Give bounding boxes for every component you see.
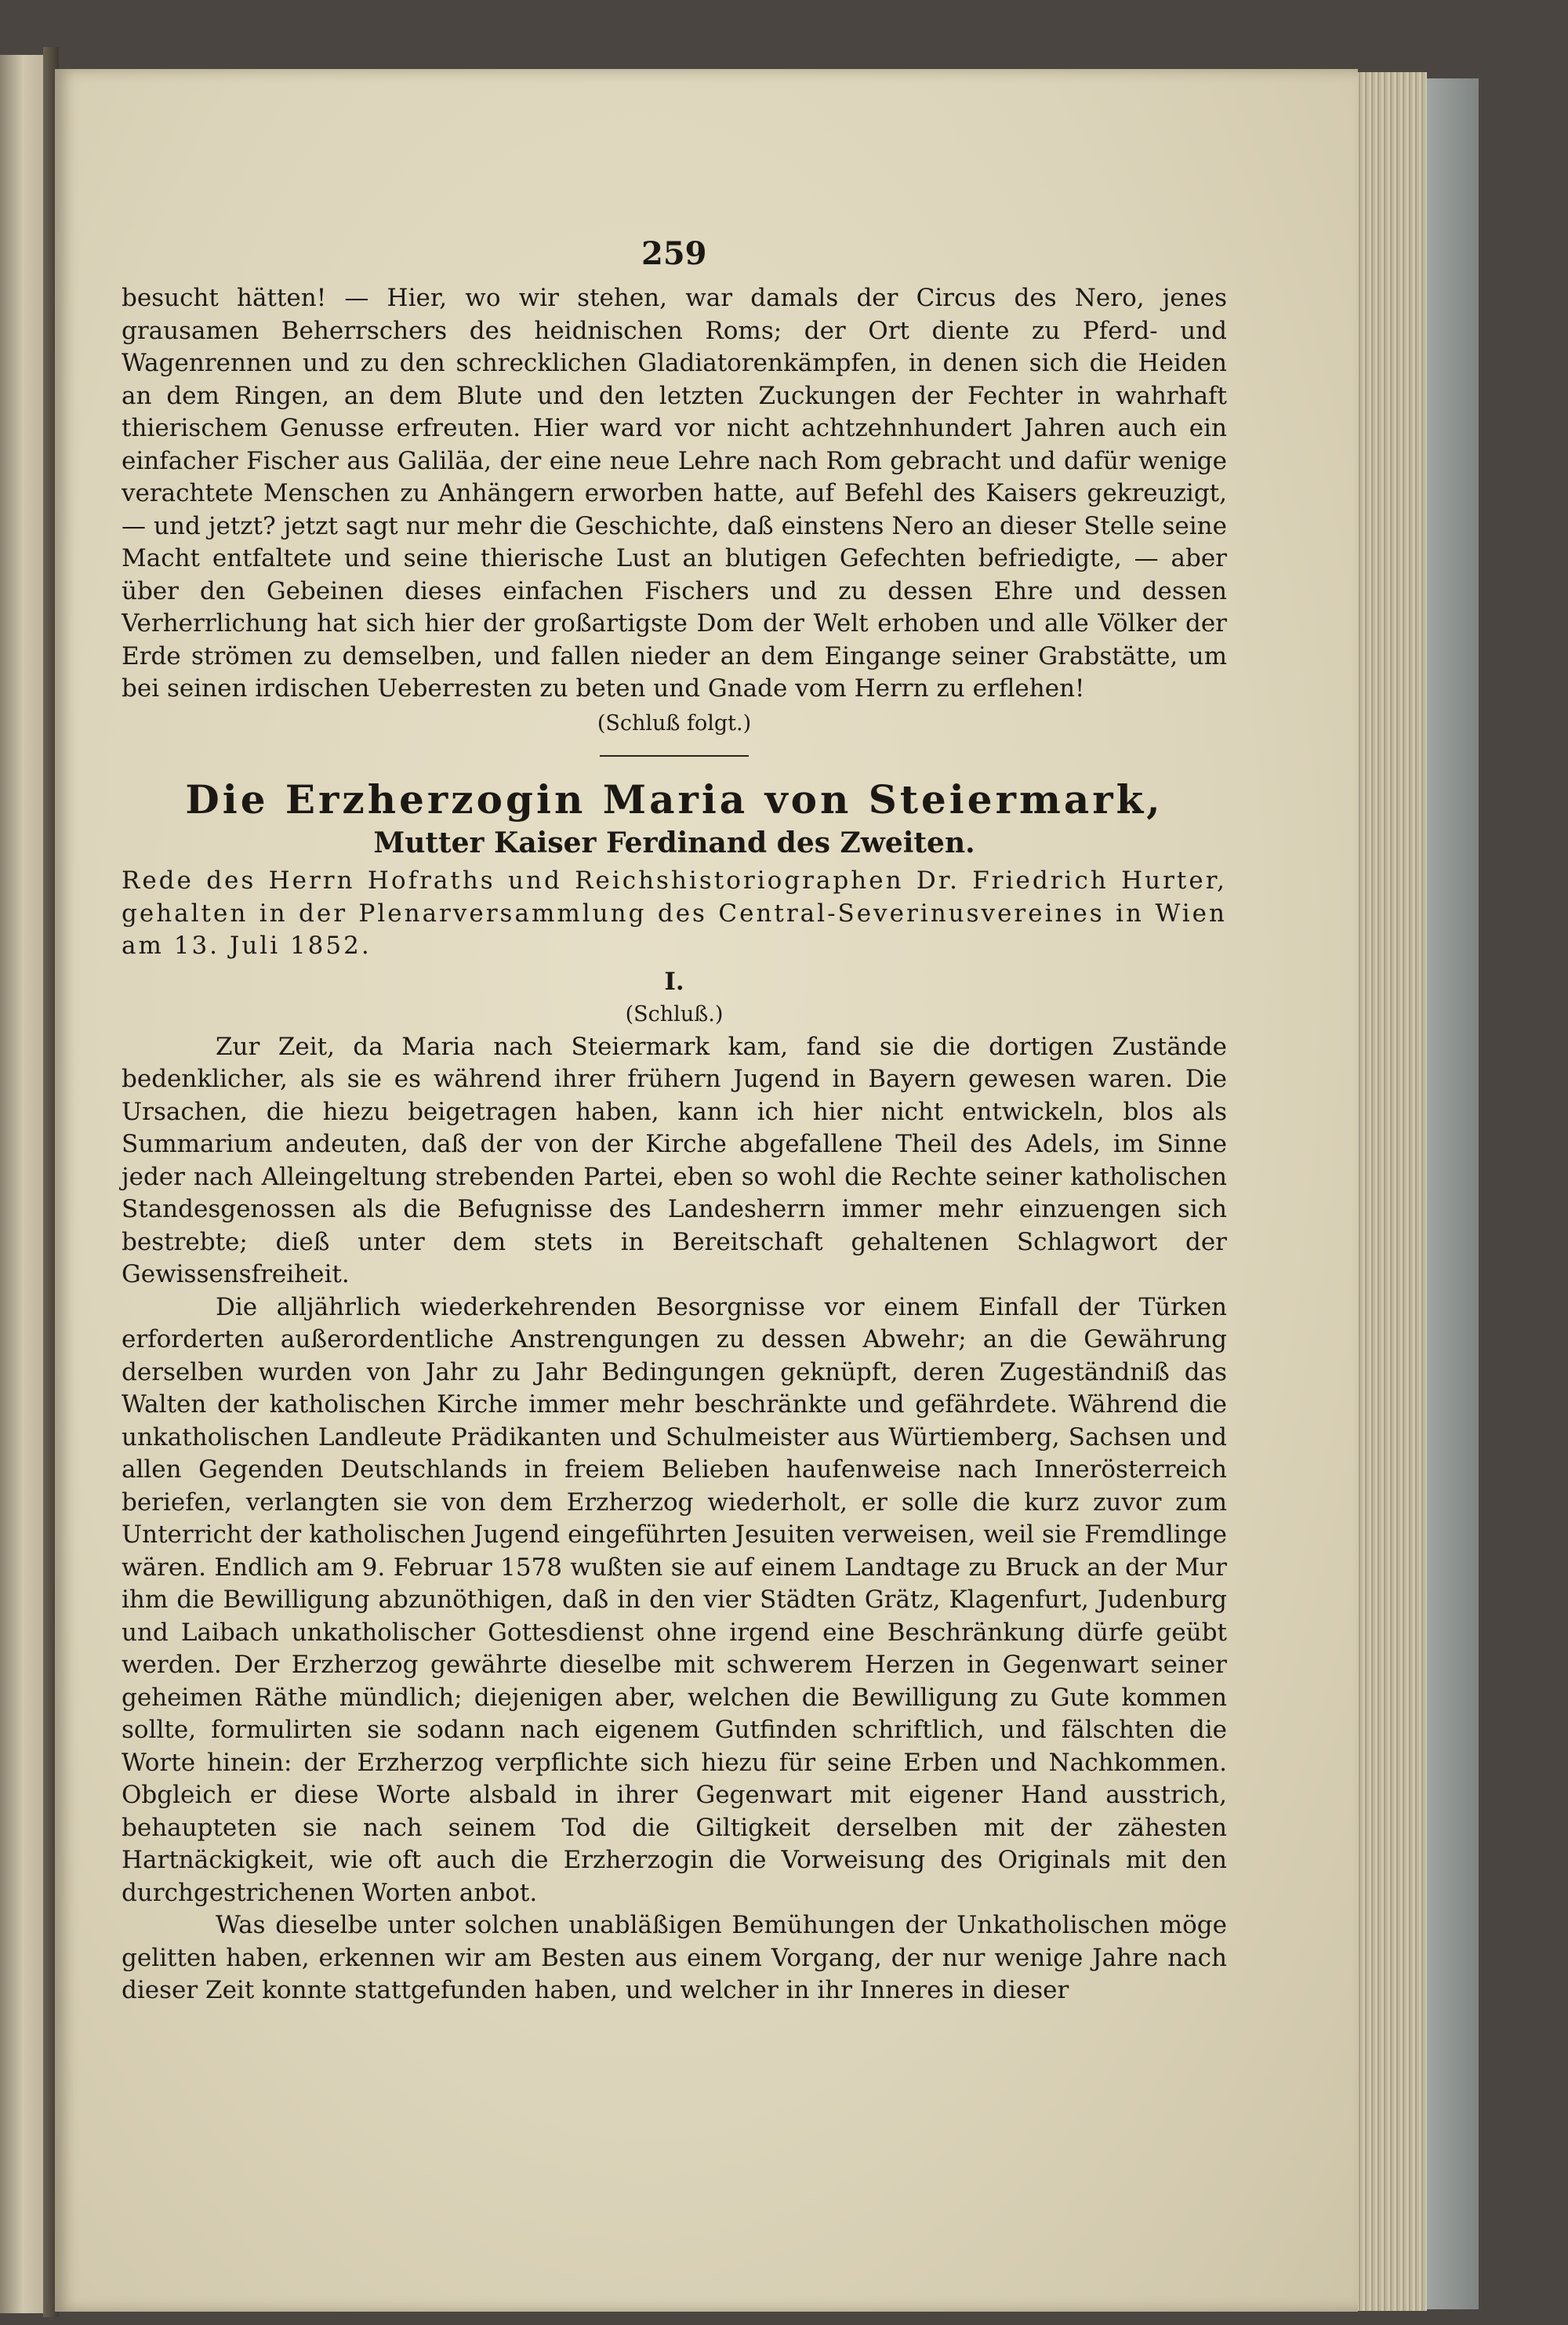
- continuation-note: (Schluß folgt.): [597, 710, 752, 736]
- body-paragraph-1: Zur Zeit, da Maria nach Steiermark kam, fand sie die dortigen Zustände bedenklicher, als sie es während ihrer frühern Jugend in Bayern gewesen waren. Die Ursachen, die hiezu beigetragen haben, kann ich hier nicht entwickeln, blos als Summarium andeuten, daß der von der Kirche abgefallene Theil des Adels, im Sinne jeder nach Alleingeltung strebenden Partei, eben so wohl die Rechte seiner katholischen Standesgenossen als die Befugnisse des Landesherrn immer mehr einzuengen sich bestrebte; dieß unter dem stets in Bereitschaft gehaltenen Schlagwort der Gewissensfreiheit.: [122, 1032, 1227, 1288]
- article-title: Die Erzherzogin Maria von Steiermark,: [185, 776, 1163, 823]
- section-note: (Schluß.): [625, 1002, 724, 1026]
- page-text: [122, 282, 1227, 2007]
- article-subtitle: Mutter Kaiser Ferdinand des Zweiten.: [373, 826, 975, 859]
- speech-attribution: Rede des Herrn Hofraths und Reichshistoriographen Dr. Friedrich Hurter, gehalten in der Plenarversammlung des Central-Severinusvereines in Wien am 13. Juli 1852.: [122, 866, 1227, 960]
- page-stack-edge: [1356, 72, 1427, 2311]
- facing-page-edge: [0, 55, 45, 2313]
- intro-paragraph: besucht hätten! — Hier, wo wir stehen, war damals der Circus des Nero, jenes grausamen Beherrschers des heidnischen Roms; der Ort diente zu Pferd- und Wagenrennen und zu den schrecklichen Gladiatorenkämpfen, in denen sich die Heiden an dem Ringen, an dem Blute und den letzten Zuckungen der Fechter in wahrhaft thierischem Genusse erfreuten. Hier ward vor nicht achtzehnhundert Jahren auch ein einfacher Fischer aus Galiläa, der eine neue Lehre nach Rom gebracht und dafür wenige verachtete Menschen zu Anhängern erworben hatte, auf Befehl des Kaisers gekreuzigt, — und jetzt? jetzt sagt nur mehr die Geschichte, daß einstens Nero an dieser Stelle seine Macht entfaltete und seine thierische Lust an blutigen Gefechten befriedigte, — aber über den Gebeinen dieses einfachen Fischers und zu dessen Ehre und dessen Verherrlichung hat sich hier der großartigste Dom der Welt erhoben und alle Völker der Erde strömen zu demselben, und fallen nieder an dem Eingange seiner Grabstätte, um bei seinen irdischen Ueberresten zu beten und Gnade vom Herrn zu erflehen!: [122, 284, 1227, 703]
- body-paragraph-3: Was dieselbe unter solchen unabläßigen Bemühungen der Unkatholischen möge gelitten haben, erkennen wir am Besten aus einem Vorgang, der nur wenige Jahre nach dieser Zeit konnte stattgefunden haben, und welcher in ihr Inneres in dieser: [122, 1911, 1227, 2004]
- section-number: I.: [664, 967, 684, 996]
- page-number: 259: [641, 235, 707, 272]
- section-divider: [600, 755, 749, 757]
- book-cover-edge: [1427, 78, 1479, 2309]
- body-paragraph-2: Die alljährlich wiederkehrenden Besorgnisse vor einem Einfall der Türken erforderten außerordentliche Anstrengungen zu dessen Abwehr; an die Gewährung derselben wurden von Jahr zu Jahr Bedingungen geknüpft, deren Zugeständniß das Walten der katholischen Kirche immer mehr beschränkte und gefährdete. Während die unkatholischen Landleute Prädikanten und Schulmeister aus Würtiemberg, Sachsen und allen Gegenden Deutschlands in freiem Belieben haufenweise nach Innerösterreich beriefen, verlangten sie von dem Erzherzog wiederholt, er solle die kurz zuvor zum Unterricht der katholischen Jugend eingeführten Jesuiten verweisen, weil sie Fremdlinge wären. Endlich am 9. Februar 1578 wußten sie auf einem Landtage zu Bruck an der Mur ihm die Bewilligung abzunöthigen, daß in den vier Städten Grätz, Klagenfurt, Judenburg und Laibach unkatholischer Gottesdienst ohne irgend eine Beschränkung dürfe geübt werden. Der Erzherzog gewährte dieselbe mit schwerem Herzen in Gegenwart seiner geheimen Räthe mündlich; diejenigen aber, welchen die Bewilligung zu Gute kommen sollte, formulirten sie sodann nach eigenem Gutfinden schriftlich, und fälschten die Worte hinein: der Erzherzog verpflichte sich hiezu für seine Erben und Nachkommen. Obgleich er diese Worte alsbald in ihrer Gegenwart mit eigener Hand ausstrich, behaupteten sie nach seinem Tod die Giltigkeit derselben mit der zähesten Hartnäckigkeit, wie oft auch die Erzherzogin die Vorweisung des Originals mit den durchgestrichenen Worten anbot.: [122, 1292, 1227, 1907]
